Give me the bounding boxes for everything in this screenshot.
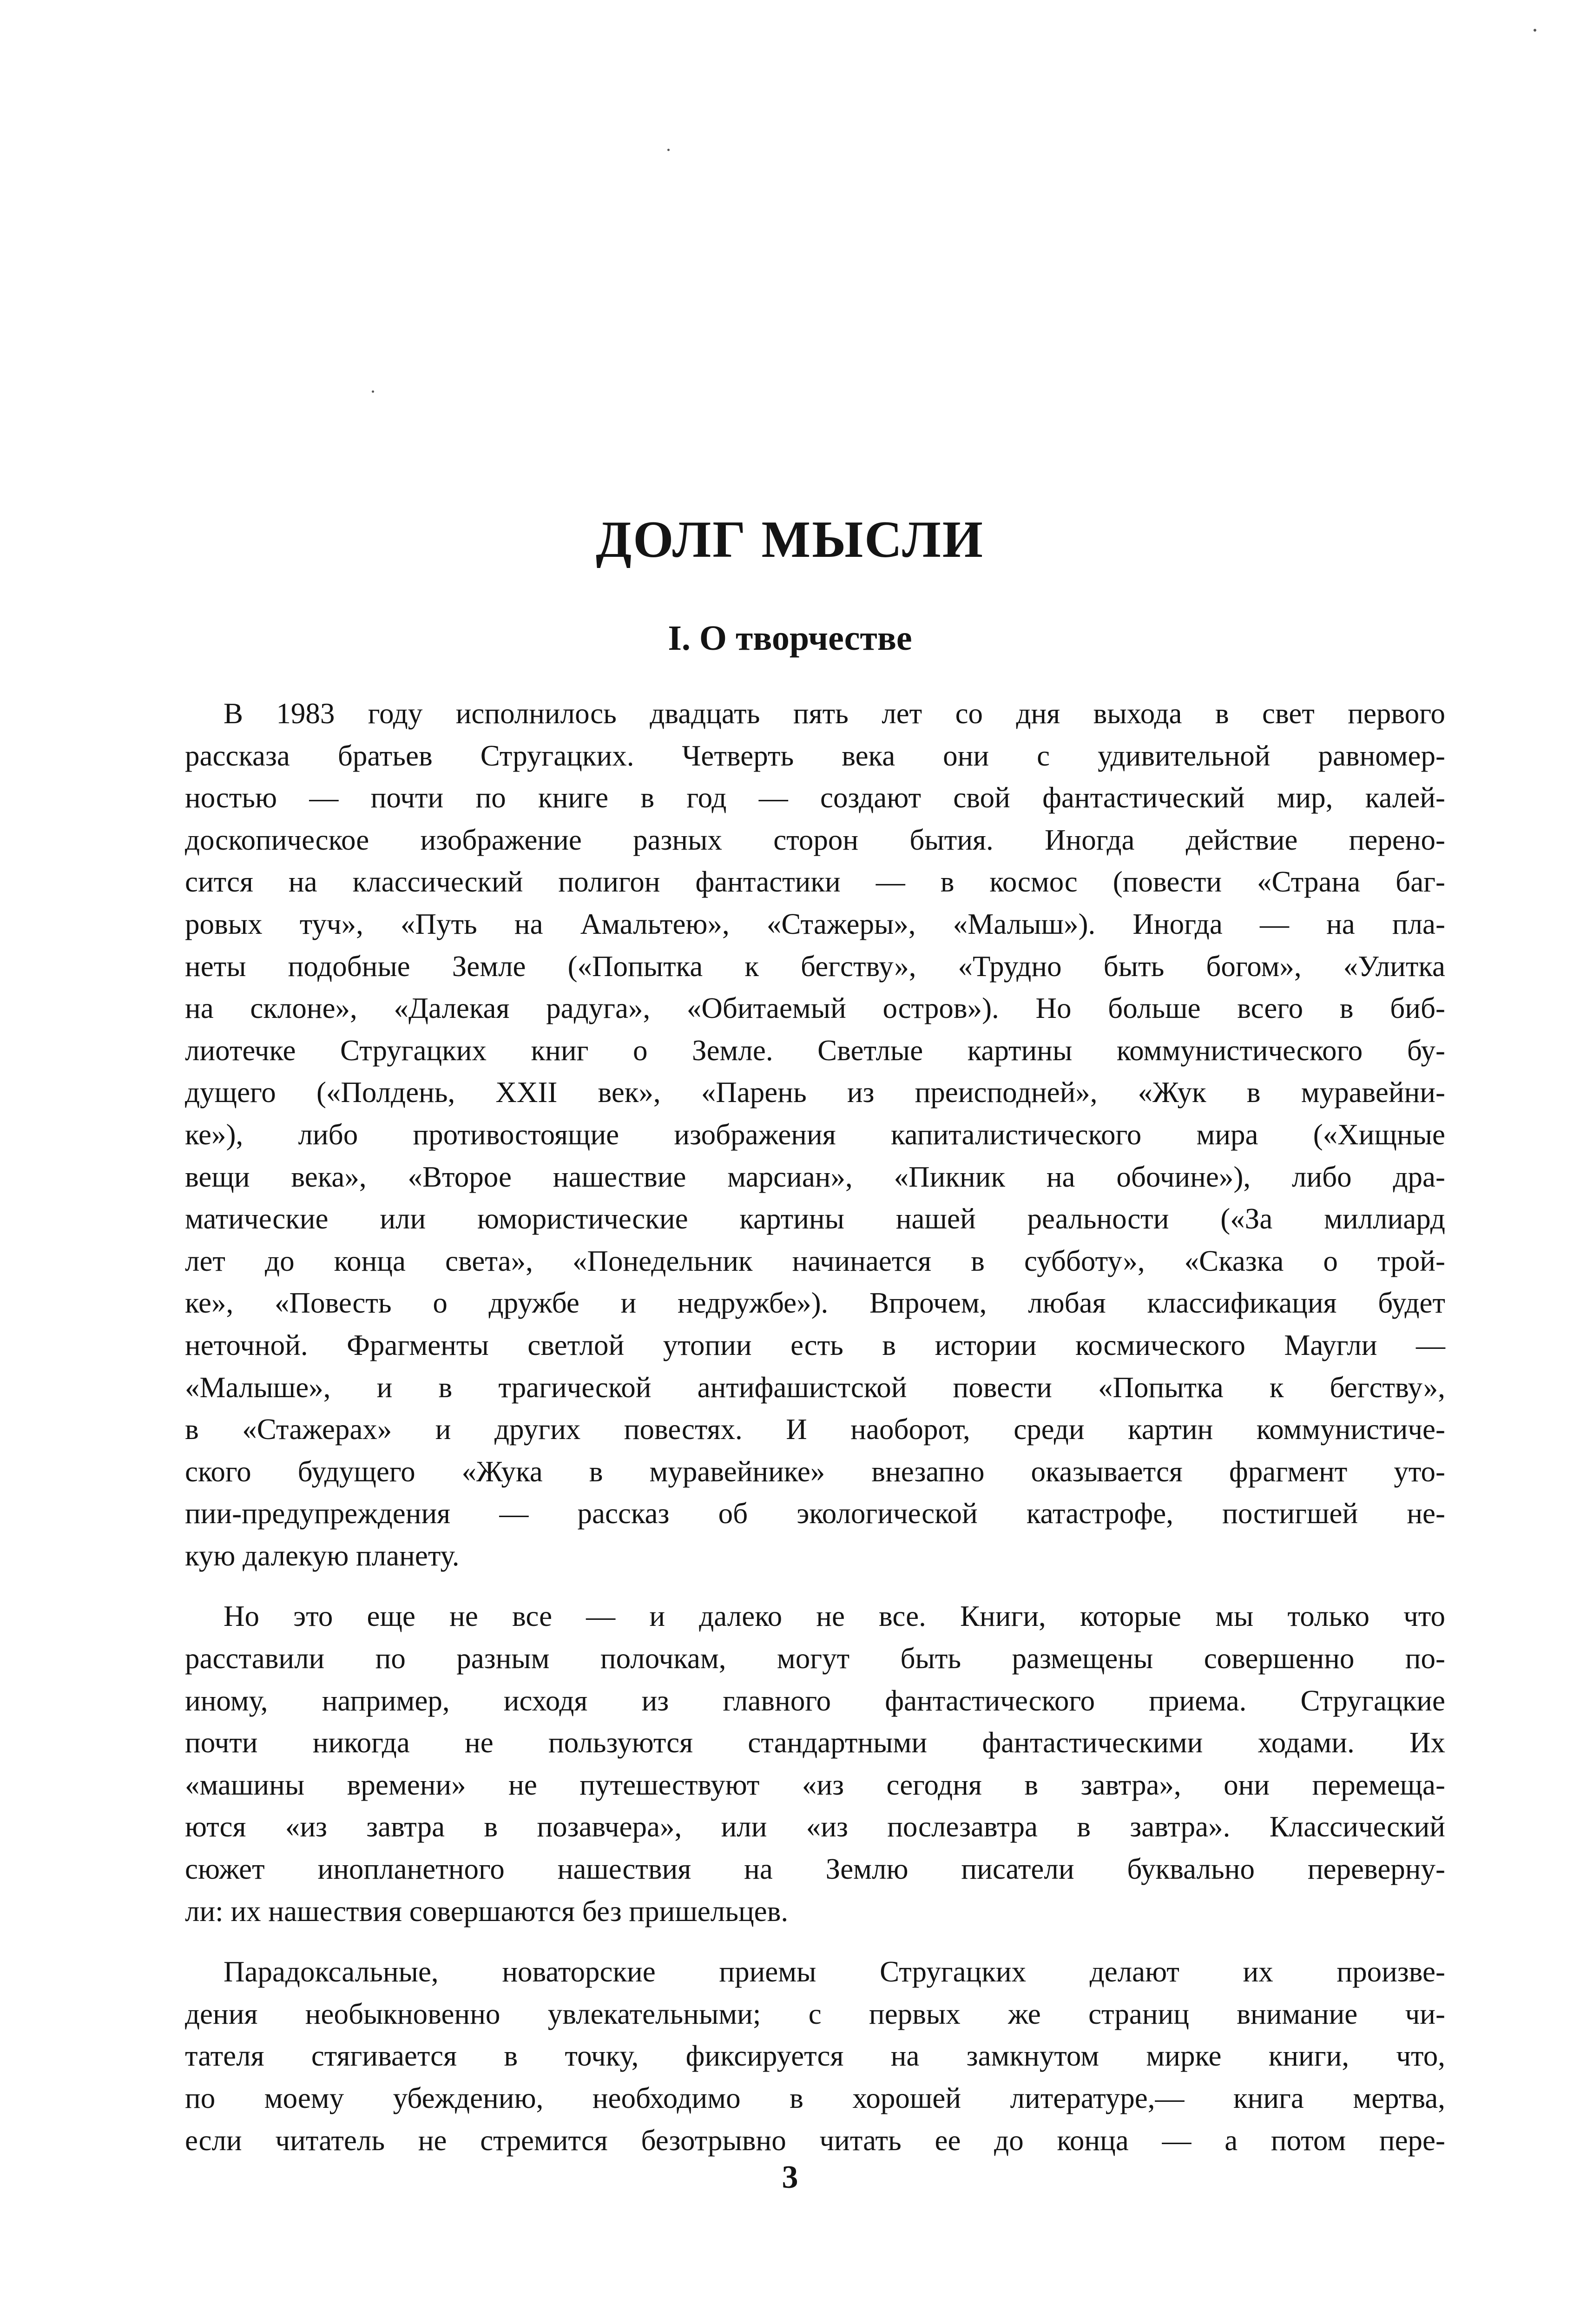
text-line: на склоне», «Далекая радуга», «Обитаемый остров»). Но больше всего в биб- xyxy=(185,992,1445,1025)
text-line: дущего («Полдень, XXII век», «Парень из преисподней», «Жук в муравейни- xyxy=(185,1076,1445,1109)
paragraph xyxy=(185,693,1445,1577)
paragraph xyxy=(185,1951,1445,2161)
text-line: матические или юмористические картины нашей реальности («За миллиард xyxy=(185,1202,1445,1235)
text-line: сюжет инопланетного нашествия на Землю писатели буквально переверну- xyxy=(185,1853,1445,1886)
chapter-title: ДОЛГ МЫСЛИ xyxy=(596,511,984,568)
body-text xyxy=(185,693,1445,2180)
text-line: лет до конца света», «Понедельник начинается в субботу», «Сказка о трой- xyxy=(185,1244,1445,1277)
text-line: почти никогда не пользуются стандартными фантастическими ходами. Их xyxy=(185,1726,1445,1759)
page-number: 3 xyxy=(782,2159,798,2195)
text-line: в «Стажерах» и других повестях. И наоборот, среди картин коммунистиче- xyxy=(185,1413,1445,1446)
text-line: неты подобные Земле («Попытка к бегству», «Трудно быть богом», «Улитка xyxy=(185,950,1445,983)
text-line: ностью — почти по книге в год — создают свой фантастический мир, калей- xyxy=(185,781,1445,814)
text-line: рассказа братьев Стругацких. Четверть века они с удивительной равномер- xyxy=(185,739,1445,772)
text-line: тателя стягивается в точку, фиксируется на замкнутом мирке книги, что, xyxy=(185,2040,1445,2073)
text-line: расставили по разным полочкам, могут быть размещены совершенно по- xyxy=(185,1642,1445,1675)
section-heading: I. О творчестве xyxy=(668,619,912,658)
text-line: вещи века», «Второе нашествие марсиан», «Пикник на обочине»), либо дра- xyxy=(185,1160,1445,1193)
text-line: В 1983 году исполнилось двадцать пять лет со дня выхода в свет первого xyxy=(224,697,1445,730)
text-line: пии-предупреждения — рассказ об экологической катастрофе, постигшей не- xyxy=(185,1497,1445,1530)
text-line: ке», «Повесть о дружбе и недружбе»). Впрочем, любая классификация будет xyxy=(185,1287,1445,1320)
text-line: по моему убеждению, необходимо в хорошей литературе,— книга мертва, xyxy=(185,2082,1445,2114)
text-line: дения необыкновенно увлекательными; с первых же страниц внимание чи- xyxy=(185,1997,1445,2030)
text-line: ли: их нашествия совершаются без пришельцев. xyxy=(185,1895,789,1928)
text-line: ке»), либо противостоящие изображения капиталистического мира («Хищные xyxy=(185,1118,1445,1151)
scan-speck xyxy=(667,149,670,151)
text-line: если читатель не стремится безотрывно читать ее до конца — а потом пере- xyxy=(185,2124,1445,2157)
paragraph xyxy=(185,1595,1445,1932)
text-line: иному, например, исходя из главного фантастического приема. Стругацкие xyxy=(185,1684,1445,1717)
text-line: «машины времени» не путешествуют «из сегодня в завтра», они перемеща- xyxy=(185,1768,1445,1801)
text-line: доскопическое изображение разных сторон бытия. Иногда действие перено- xyxy=(185,823,1445,856)
text-line: кую далекую планету. xyxy=(185,1539,460,1572)
text-line: лиотечке Стругацких книг о Земле. Светлые картины коммунистического бу- xyxy=(185,1034,1445,1067)
text-line: Парадоксальные, новаторские приемы Стругацких делают их произве- xyxy=(224,1955,1445,1988)
text-line: ского будущего «Жука в муравейнике» внезапно оказывается фрагмент уто- xyxy=(185,1455,1445,1488)
text-line: сится на классический полигон фантастики — в космос (повести «Страна баг- xyxy=(185,865,1445,898)
text-line: ровых туч», «Путь на Амальтею», «Стажеры», «Малыш»). Иногда — на пла- xyxy=(185,907,1445,940)
text-line: неточной. Фрагменты светлой утопии есть в истории космического Маугли — xyxy=(185,1328,1445,1361)
text-line: ются «из завтра в позавчера», или «из послезавтра в завтра». Классический xyxy=(185,1810,1445,1843)
scan-speck xyxy=(1534,29,1536,32)
text-line: «Малыше», и в трагической антифашистской повести «Попытка к бегству», xyxy=(185,1371,1445,1404)
scan-speck xyxy=(372,390,374,393)
text-line: Но это еще не все — и далеко не все. Книги, которые мы только что xyxy=(224,1600,1445,1633)
